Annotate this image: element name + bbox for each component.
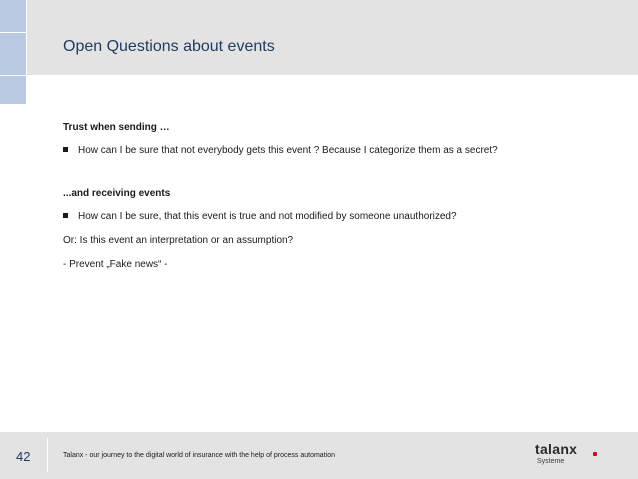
footer-divider [47,438,48,472]
footer-text: Talanx - our journey to the digital world of insurance with the help of process automation [63,452,335,459]
accent-stripe [0,0,27,104]
page-number: 42 [16,449,31,464]
text-line-question: Or: Is this event an interpretation or an assumption? [63,235,294,246]
square-bullet-icon [63,213,68,218]
square-bullet-icon [63,147,68,152]
bullet-item-receiving [63,211,457,222]
logo-wordmark: talanx [535,441,578,457]
logo-subtitle: Systeme [537,458,565,465]
bullet-text: How can I be sure, that this event is true and not modified by someone unauthorized? [78,211,457,222]
bullet-item-sending [63,145,498,156]
bullet-text: How can I be sure that not everybody gets this event ? Because I categorize them as a secret? [78,145,498,156]
talanx-logo [535,441,605,471]
section-heading-receiving: ...and receiving events [63,188,171,199]
section-heading-sending: Trust when sending … [63,122,170,133]
slide-title: Open Questions about events [63,38,275,55]
text-line-fake-news: - Prevent „Fake news“ - [63,259,168,270]
logo-dot [593,452,597,456]
